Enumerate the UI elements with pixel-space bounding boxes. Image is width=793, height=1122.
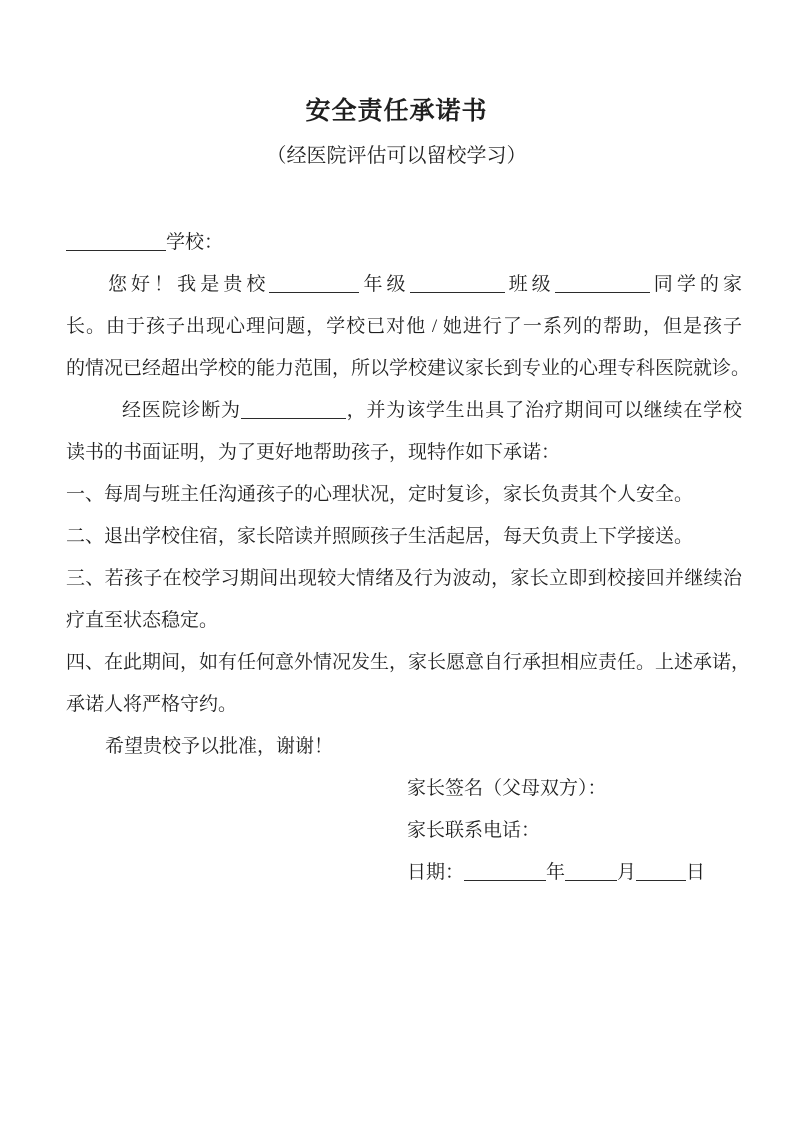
salutation-line xyxy=(66,222,742,264)
intro-pre-text: 您好！我是贵校 xyxy=(108,274,270,295)
signature-phone-line: 家长联系电话： xyxy=(407,820,541,841)
commitment-item-1: 一、每周与班主任沟通孩子的心理状况，定时复诊，家长负责其个人安全。 xyxy=(66,484,694,505)
commitment-item-3-line-2: 疗直至状态稳定。 xyxy=(66,610,219,631)
year-label: 年 xyxy=(546,862,566,883)
commitment-item-4-line-1: 四、在此期间，如有任何意外情况发生，家长愿意自行承担相应责任。上述承诺， xyxy=(66,652,751,673)
diagnosis-line-2: 读书的书面证明，为了更好地帮助孩子，现特作如下承诺： xyxy=(66,442,561,463)
diagnosis-post-text: ，并为该学生出具了治疗期间可以继续在学校 xyxy=(345,400,742,421)
commitment-item-4-line-2: 承诺人将严格守约。 xyxy=(66,694,238,715)
date-year-blank xyxy=(464,861,546,881)
date-label: 日期： xyxy=(407,862,465,883)
intro-line-2: 长。由于孩子出现心理问题，学校已对他 / 她进行了一系列的帮助，但是孩子 xyxy=(66,316,742,337)
class-label: 班级 xyxy=(504,274,555,295)
student-name-blank xyxy=(555,273,650,293)
intro-line-1 xyxy=(66,264,742,306)
salutation-school-label: 学校： xyxy=(166,232,224,253)
grade-label: 年级 xyxy=(359,274,410,295)
document-subtitle: （经医院评估可以留校学习） xyxy=(266,145,527,167)
date-day-blank xyxy=(636,861,686,881)
month-label: 月 xyxy=(617,862,637,883)
class-blank xyxy=(410,273,505,293)
diagnosis-blank xyxy=(241,399,346,419)
commitment-item-3-line-1: 三、若孩子在校学习期间出现较大情绪及行为波动，家长立即到校接回并继续治 xyxy=(66,568,742,589)
intro-post-text: 同学的家 xyxy=(649,274,742,295)
document-body xyxy=(0,222,793,894)
signature-parents-line: 家长签名（父母双方）： xyxy=(407,778,607,799)
day-label: 日 xyxy=(686,862,706,883)
closing-line: 希望贵校予以批准，谢谢！ xyxy=(105,736,334,757)
diagnosis-pre-text: 经医院诊断为 xyxy=(122,400,241,421)
signature-date-line xyxy=(66,852,742,894)
date-month-blank xyxy=(565,861,617,881)
diagnosis-line-1 xyxy=(66,390,742,432)
commitment-item-2: 二、退出学校住宿，家长陪读并照顾孩子生活起居，每天负责上下学接送。 xyxy=(66,526,694,547)
grade-blank xyxy=(269,273,359,293)
intro-line-3: 的情况已经超出学校的能力范围，所以学校建议家长到专业的心理专科医院就诊。 xyxy=(66,358,751,379)
school-name-blank xyxy=(66,231,166,251)
document-title: 安全责任承诺书 xyxy=(305,98,488,125)
